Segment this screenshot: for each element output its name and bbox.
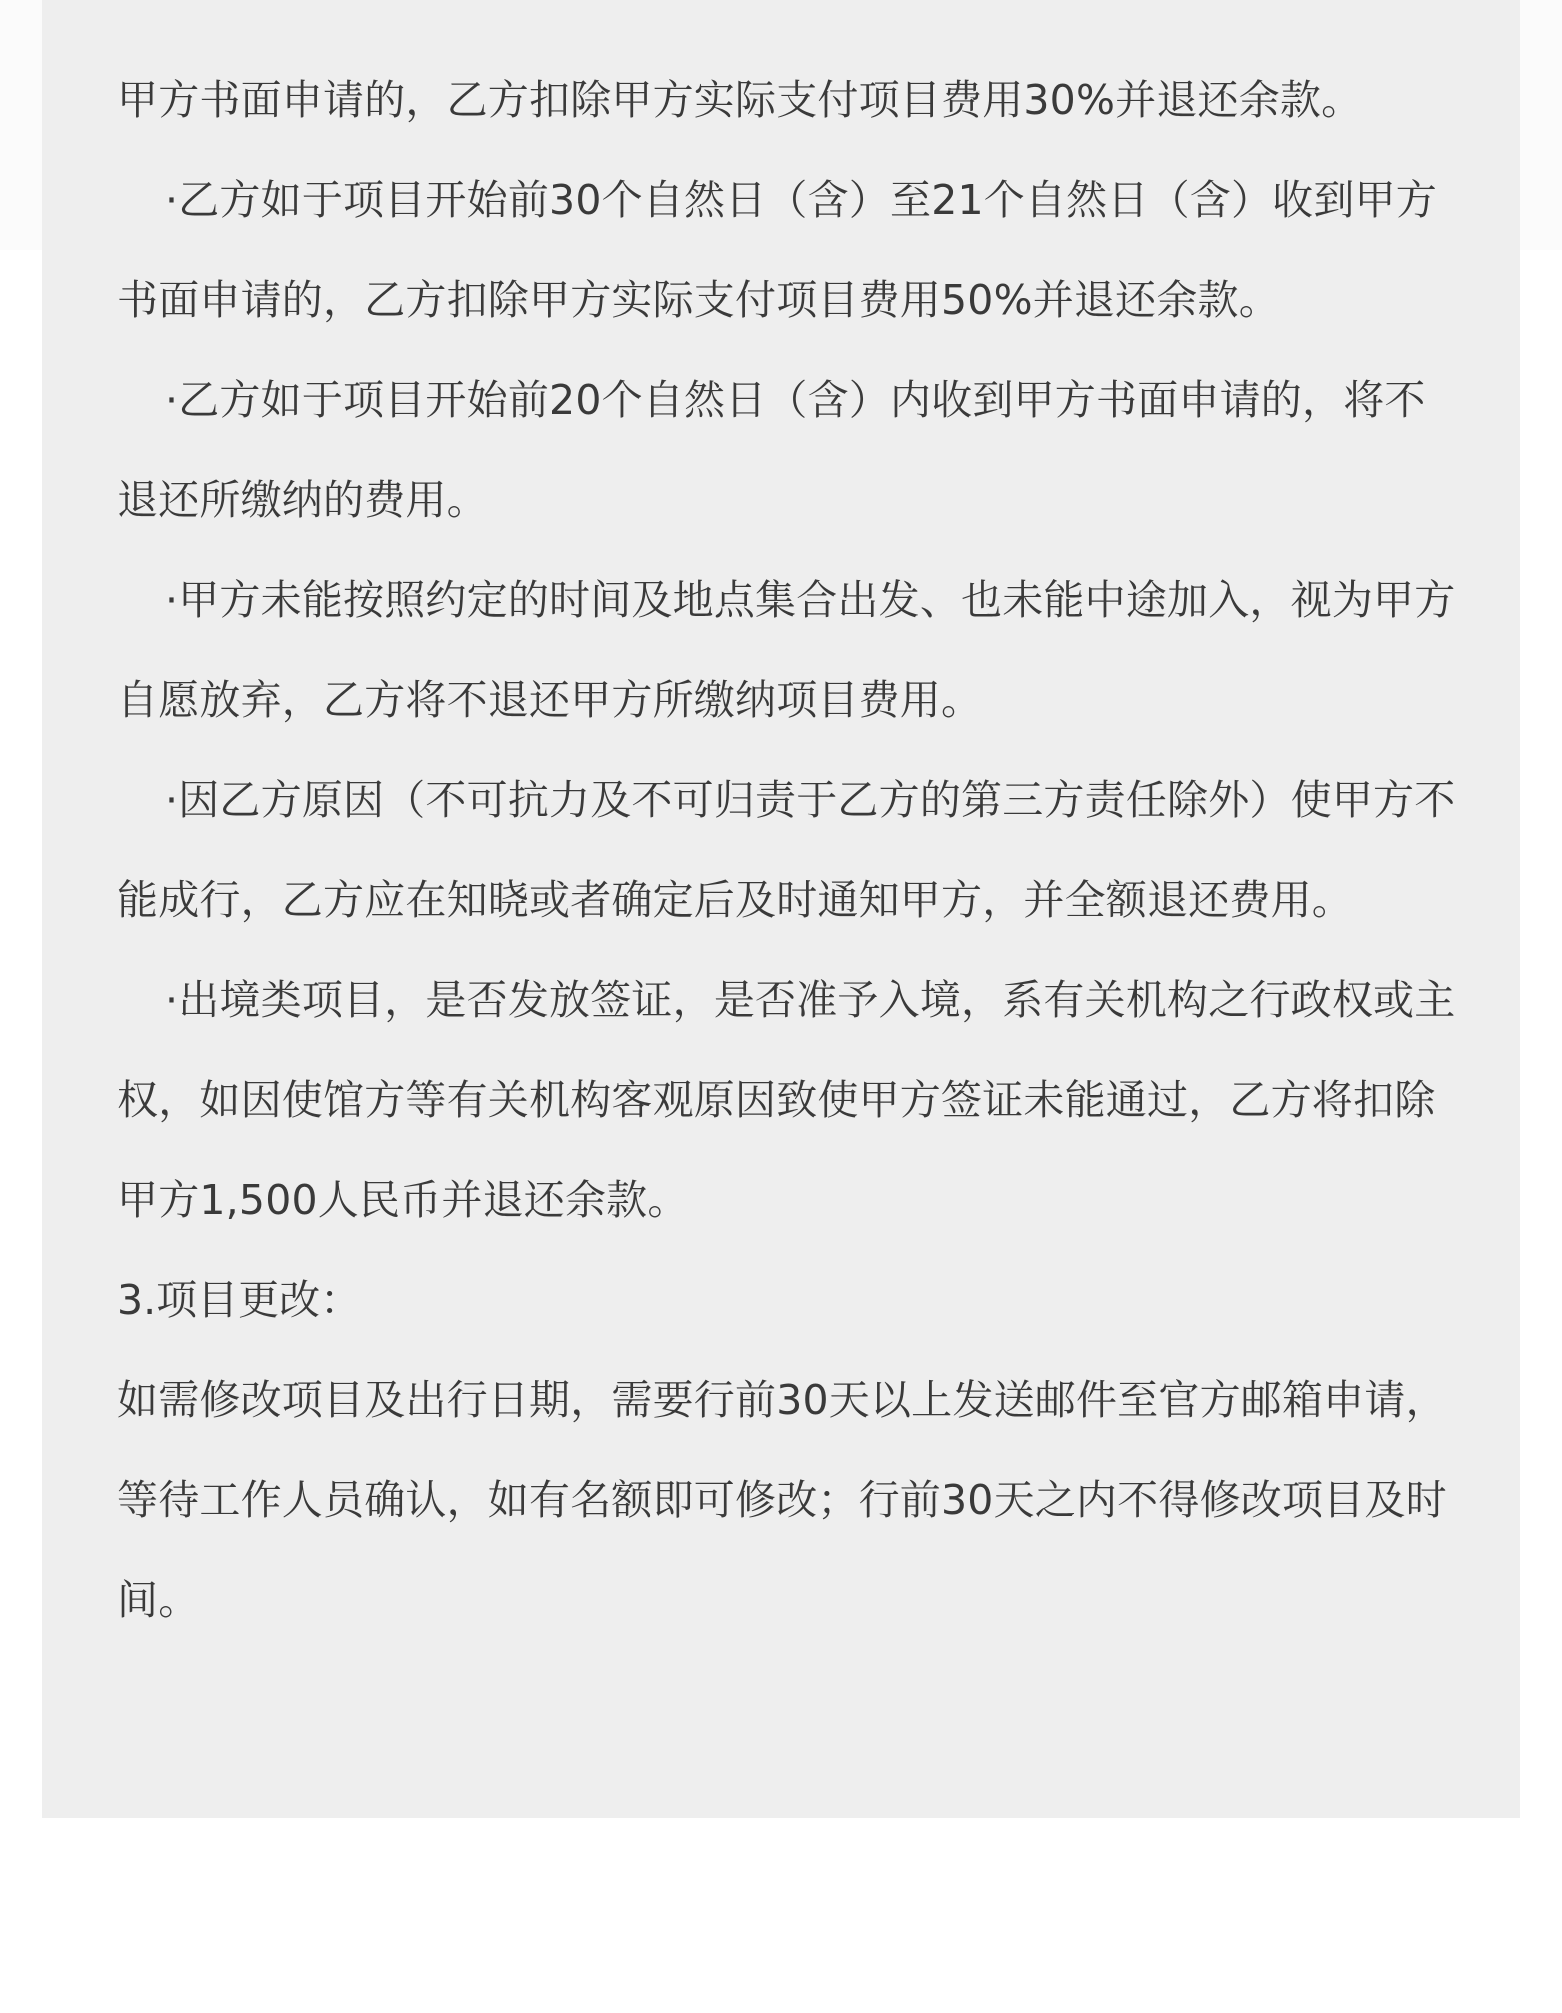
paragraph-bullet-5: ·出境类项目，是否发放签证，是否准予入境，系有关机构之行政权或主权，如因使馆方等有关机构客观原因致使甲方签证未能通过，乙方将扣除甲方1,500人民币并退还余款。 bbox=[117, 976, 1456, 1224]
paragraph-bullet-3: ·甲方未能按照约定的时间及地点集合出发、也未能中途加入，视为甲方自愿放弃，乙方将不退还甲方所缴纳项目费用。 bbox=[117, 576, 1456, 724]
paragraph-bullet-4: ·因乙方原因（不可抗力及不可归责于乙方的第三方责任除外）使甲方不能成行，乙方应在知晓或者确定后及时通知甲方，并全额退还费用。 bbox=[117, 776, 1456, 924]
paragraph-bullet-1: ·乙方如于项目开始前30个自然日（含）至21个自然日（含）收到甲方书面申请的，乙方扣除甲方实际支付项目费用50%并退还余款。 bbox=[117, 176, 1437, 324]
section-body: 如需修改项目及出行日期，需要行前30天以上发送邮件至官方邮箱申请，等待工作人员确认，如有名额即可修改；行前30天之内不得修改项目及时间。 bbox=[117, 1376, 1447, 1624]
paragraph-bullet-2: ·乙方如于项目开始前20个自然日（含）内收到甲方书面申请的，将不退还所缴纳的费用。 bbox=[117, 376, 1426, 524]
section-heading: 3.项目更改： bbox=[117, 1276, 362, 1324]
paragraph-continuation: 甲方书面申请的，乙方扣除甲方实际支付项目费用30%并退还余款。 bbox=[117, 76, 1363, 124]
document-card bbox=[42, 0, 1520, 1818]
